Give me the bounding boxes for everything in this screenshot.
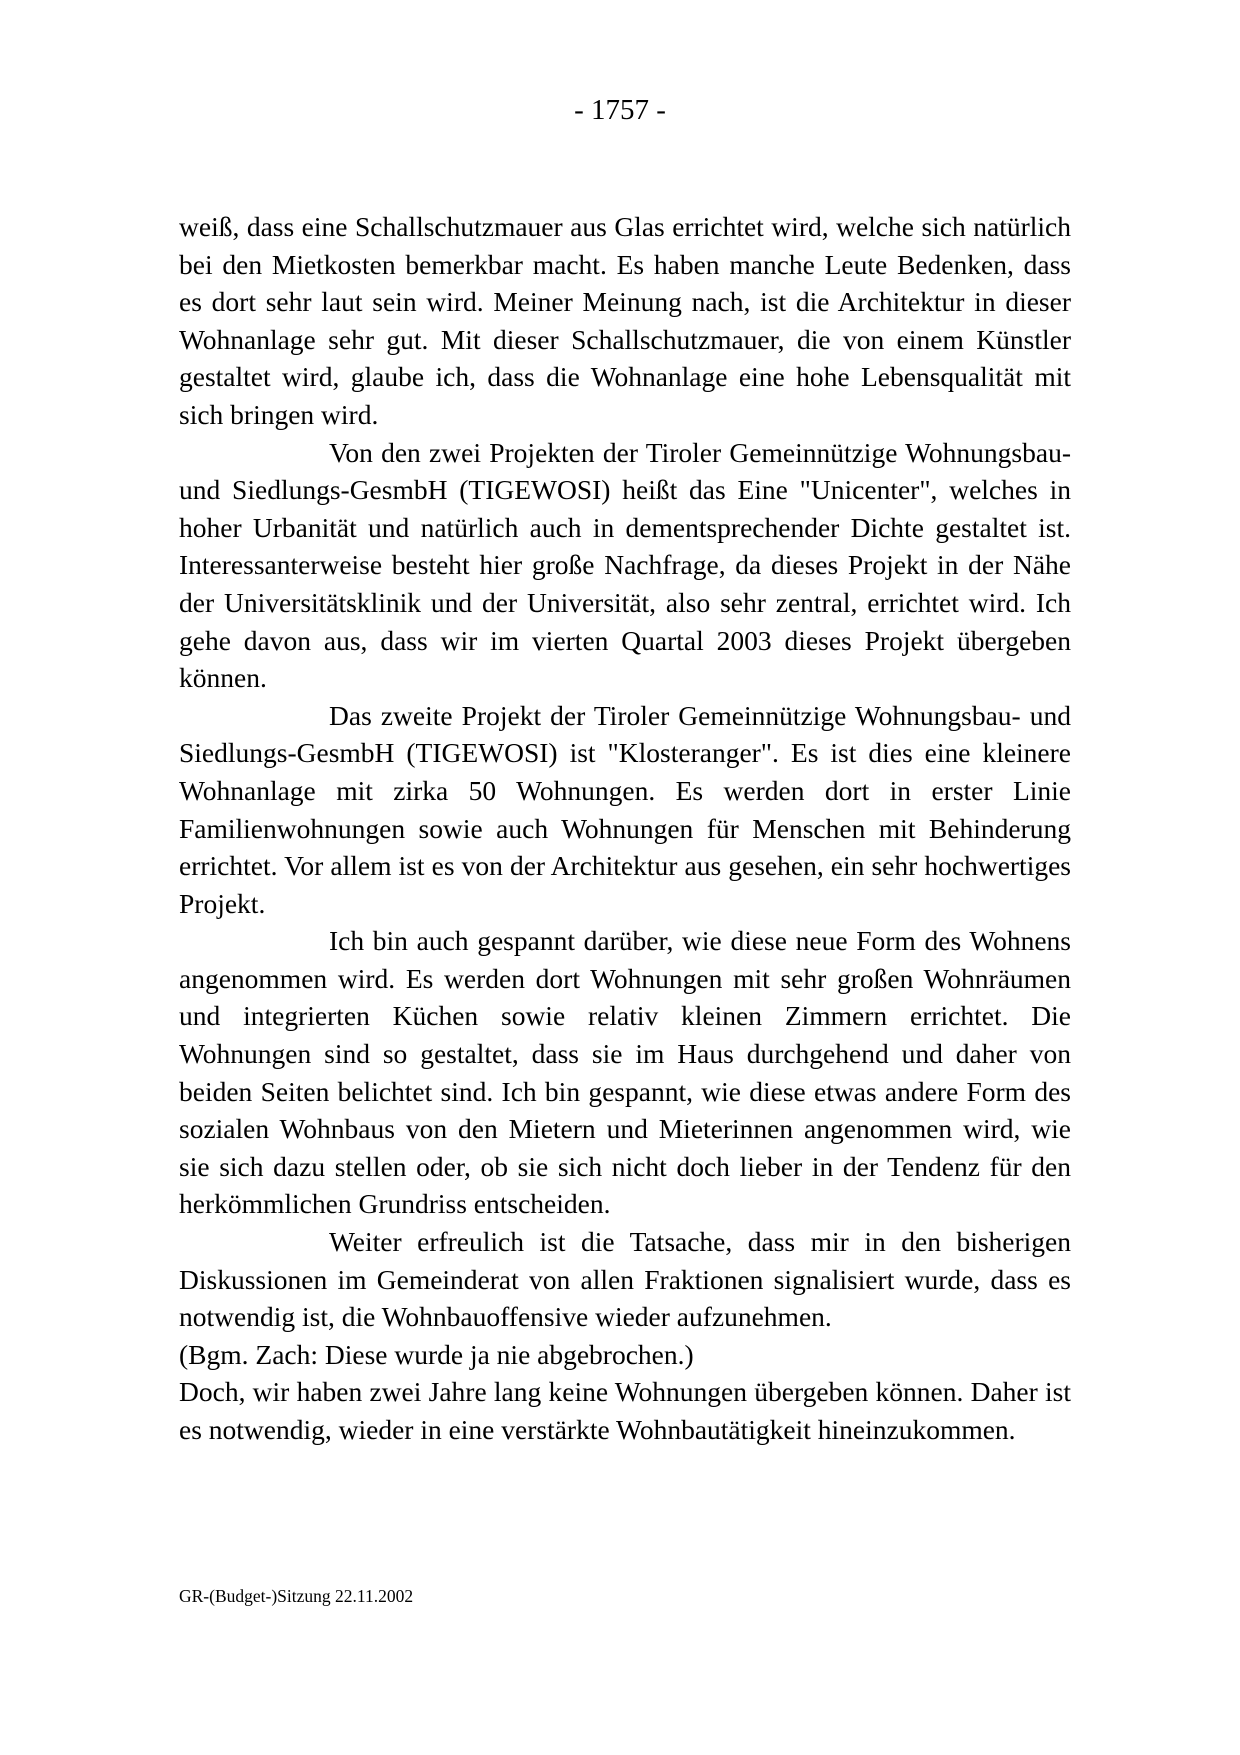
footer-session-date: GR-(Budget-)Sitzung 22.11.2002 bbox=[179, 1586, 414, 1606]
paragraph-new-living-form: Ich bin auch gespannt darüber, wie diese neue Form des Wohnens angenommen wird. Es werden dort Wohnungen mit sehr großen Wohnräumen und integrierten Küchen sowie relativ kleinen Zimmern errichtet. Die Wohnungen sind so gestaltet, dass sie im Haus durchgehend und daher von beiden Seiten belichtet sind. Ich bin gespannt, wie diese etwas andere Form des sozialen Wohnbaus von den Mietern und Mieterinnen angenommen wird, wie sie sich dazu stellen oder, ob sie sich nicht doch lieber in der Tendenz für den herkömmlichen Grundriss entscheiden. bbox=[179, 925, 1071, 1220]
paragraph-continuation: weiß, dass eine Schallschutzmauer aus Glas errichtet wird, welche sich natürlich bei den Mietkosten bemerkbar macht. Es haben manche Leute Bedenken, dass es dort sehr laut sein wird. Meiner Meinung nach, ist die Architektur in dieser Wohnanlage sehr gut. Mit dieser Schallschutzmauer, die von einem Künstler gestaltet wird, glaube ich, dass die Wohnanlage eine hohe Lebensqualität mit sich bringen wird. bbox=[179, 211, 1071, 430]
paragraph-reply: Doch, wir haben zwei Jahre lang keine Wohnungen übergeben können. Daher ist es notwendig, wieder in eine verstärkte Wohnbautätigkeit hineinzukommen. bbox=[179, 1376, 1071, 1445]
paragraph-unicenter: Von den zwei Projekten der Tiroler Gemeinnützige Wohnungsbau- und Siedlungs-GesmbH (TIGEWOSI) heißt das Eine "Unicenter", welches in hoher Urbanität und natürlich auch in dementsprechender Dichte gestaltet ist. Interessanterweise besteht hier große Nachfrage, da dieses Projekt in der Nähe der Universitätsklinik und der Universität, also sehr zentral, errichtet wird. Ich gehe davon aus, dass wir im vierten Quartal 2003 dieses Projekt übergeben können. bbox=[179, 436, 1071, 694]
paragraph-wohnbauoffensive: Weiter erfreulich ist die Tatsache, dass mir in den bisherigen Diskussionen im Gemeinderat von allen Fraktionen signalisiert wurde, dass es notwendig ist, die Wohnbauoffensive wieder aufzunehmen. bbox=[179, 1226, 1071, 1333]
interjection: (Bgm. Zach: Diese wurde ja nie abgebrochen.) bbox=[179, 1338, 694, 1370]
page-number: - 1757 - bbox=[574, 94, 666, 126]
document-body bbox=[179, 208, 1071, 1449]
paragraph-klosteranger: Das zweite Projekt der Tiroler Gemeinnützige Wohnungsbau- und Siedlungs-GesmbH (TIGEWOSI) ist "Klosteranger". Es ist dies eine kleinere Wohnanlage mit zirka 50 Wohnungen. Es werden dort in erster Linie Familienwohnungen sowie auch Wohnungen für Menschen mit Behinderung errichtet. Vor allem ist es von der Architektur aus gesehen, ein sehr hochwertiges Projekt. bbox=[179, 699, 1071, 919]
